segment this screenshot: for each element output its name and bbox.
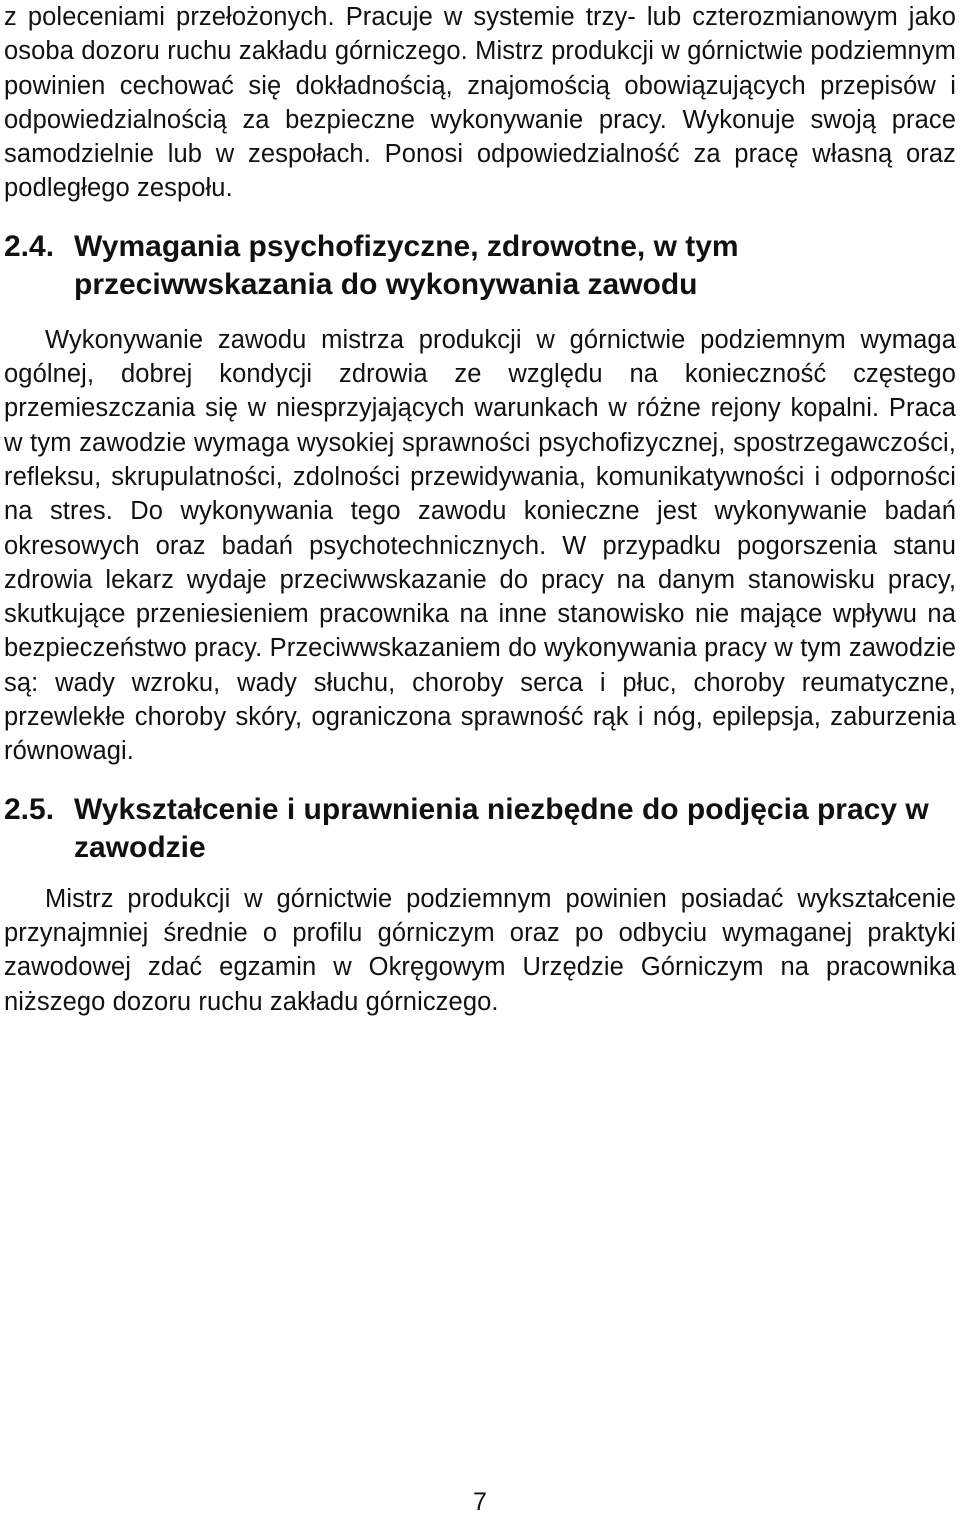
section-body-2-4: Wykonywanie zawodu mistrza produkcji w górnictwie podziemnym wymaga ogólnej, dobrej kondycji zdrowia ze względu na konieczność częstego przemieszczania się w niesprzyjających warunkach w różne rejony kopalni. Praca w tym zawodzie wymaga wysokiej sprawności psychofizycznej, spostrzegawczości, refleksu, skrupulatności, zdolności przewidywania, komunikatywności i odporności na stres. Do wykonywania tego zawodu konieczne jest wykonywanie badań okresowych oraz badań psychotechnicznych. W przypadku pogorszenia stanu zdrowia lekarz wydaje przeciwwskazanie do pracy na danym stanowisku pracy, skutkujące przeniesieniem pracownika na inne stanowisko nie mające wpływu na bezpieczeństwo pracy. Przeciwwskazaniem do wykonywania pracy w tym zawodzie są: wady wzroku, wady słuchu, choroby serca i płuc, choroby reumatyczne, przewlekłe choroby skóry, ograniczona sprawność rąk i nóg, epilepsja, zaburzenia równowagi.: [4, 325, 956, 766]
section-body-2-5: Mistrz produkcji w górnictwie podziemnym powinien posiadać wykształcenie przynajmniej średnie o profilu górniczym oraz po odbyciu wymaganej praktyki zawodowej zdać egzamin w Okręgowym Urzędzie Górniczym na pracownika niższego dozoru ruchu zakładu górniczego.: [4, 884, 956, 1016]
section-heading-2-4: [4, 228, 956, 305]
page-number: 7: [473, 1488, 487, 1516]
section-number: 2.5.: [4, 792, 55, 826]
section-title: Wymagania psychofizyczne, zdrowotne, w tym przeciwwskazania do wykonywania zawodu: [74, 229, 739, 302]
section-heading-2-5: [4, 791, 956, 868]
document-page: [4, 0, 956, 1019]
section-title: Wykształcenie i uprawnienia niezbędne do podjęcia pracy w zawodzie: [74, 792, 929, 865]
section-number: 2.4.: [4, 229, 55, 263]
intro-paragraph: z poleceniami przełożonych. Pracuje w systemie trzy- lub czterozmianowym jako osoba dozoru ruchu zakładu górniczego. Mistrz produkcji w górnictwie podziemnym powinien cechować się dokładnością, znajomością obowiązujących przepisów i odpowiedzialnością za bezpieczne wykonywanie pracy. Wykonuje swoją prace samodzielnie lub w zespołach. Ponosi odpowiedzialność za pracę własną oraz podległego zespołu.: [4, 3, 956, 203]
